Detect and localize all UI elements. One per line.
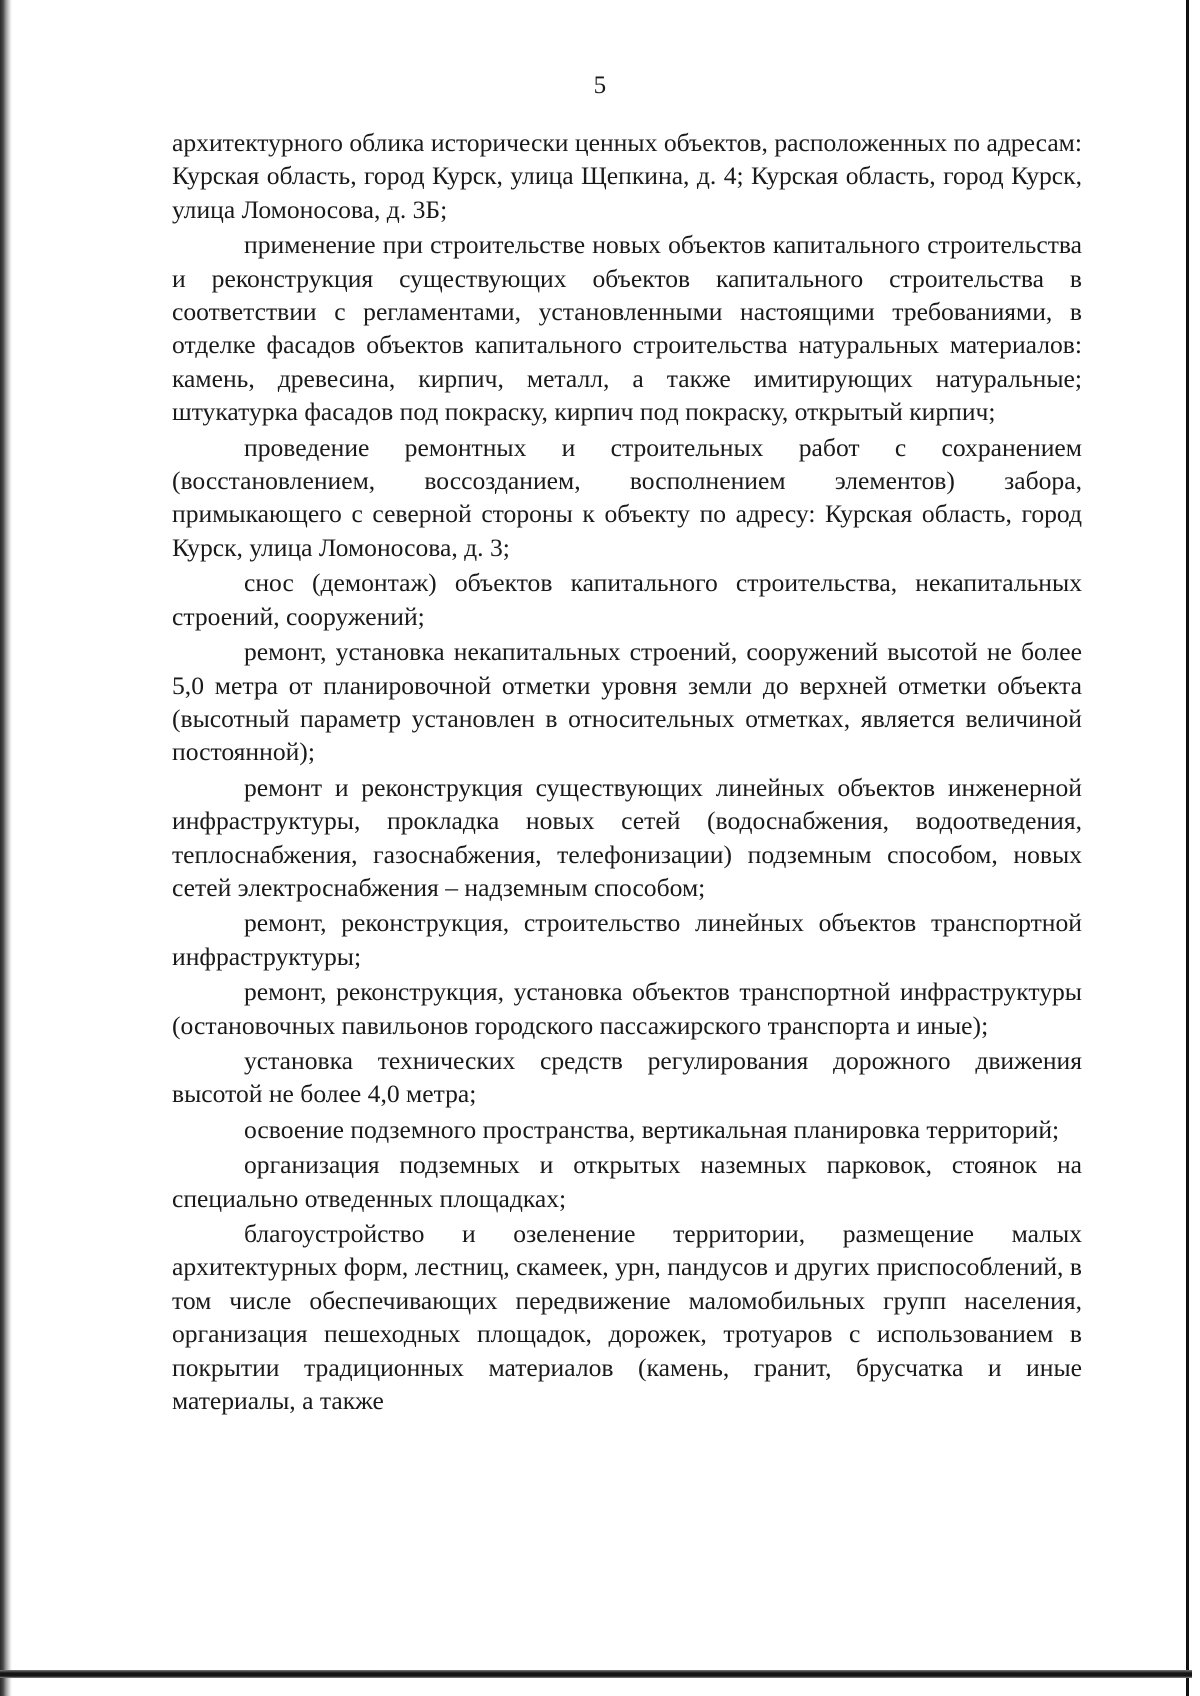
paragraph: ремонт, реконструкция, строительство линейных объектов транспортной инфраструктуры; (172, 908, 1082, 971)
paragraph: организация подземных и открытых наземных парковок, стоянок на специально отведенных площадках; (172, 1150, 1082, 1213)
scan-right-edge (1186, 0, 1189, 1696)
paragraph: применение при строительстве новых объектов капитального строительства и реконструкция существующих объектов капитального строительства в соответствии с регламентами, установленными настоящими требованиями, в отделке фасадов объектов капитального строительства натуральных материалов: камень, древесина, кирпич, металл, а также имитирующих натуральные; штукатурка фасадов под покраску, кирпич под покраску, открытый кирпич; (172, 230, 1082, 427)
paragraph: ремонт, установка некапитальных строений, сооружений высотой не более 5,0 метра от планировочной отметки уровня земли до верхней отметки объекта (высотный параметр установлен в относительных отметках, является величиной постоянной); (172, 637, 1082, 767)
paragraph: снос (демонтаж) объектов капитального строительства, некапитальных строений, сооружений; (172, 568, 1082, 631)
paragraph: освоение подземного пространства, вертикальная планировка территорий; (244, 1114, 1060, 1144)
paragraph: установка технических средств регулирования дорожного движения высотой не более 4,0 метра; (172, 1045, 1082, 1109)
paragraph: ремонт и реконструкция существующих линейных объектов инженерной инфраструктуры, прокладка новых сетей (водоснабжения, водоотведения, теплоснабжения, газоснабжения, телефонизации) подземным способом, новых сетей электроснабжения – надземным способом; (172, 772, 1082, 902)
paragraph: ремонт, реконструкция, установка объектов транспортной инфраструктуры (остановочных павильонов городского пассажирского транспорта и иные); (172, 977, 1082, 1040)
paragraph: благоустройство и озеленение территории, размещение малых архитектурных форм, лестниц, скамеек, урн, пандусов и других приспособлений, в том числе обеспечивающих передвижение маломобильных групп населения, организация пешеходных площадок, дорожек, тротуаров с использованием в покрытии традиционных материалов (камень, гранит, брусчатка и иные материалы, а также (172, 1219, 1082, 1416)
document-body (172, 126, 1082, 1419)
scan-left-edge (0, 0, 12, 1696)
scan-bottom-edge (0, 1670, 1192, 1678)
paragraph-continuation: архитектурного облика исторически ценных объектов, расположенных по адресам: Курская область, город Курск, улица Щепкина, д. 4; Курская область, город Курск, улица Ломоносова, д. 3Б; (172, 128, 1082, 224)
paragraph: проведение ремонтных и строительных работ с сохранением (восстановлением, воссозданием, восполнением элементов) забора, примыкающего с северной стороны к объекту по адресу: Курская область, город Курск, улица Ломоносова, д. 3; (172, 432, 1082, 562)
page-number: 5 (593, 72, 607, 99)
